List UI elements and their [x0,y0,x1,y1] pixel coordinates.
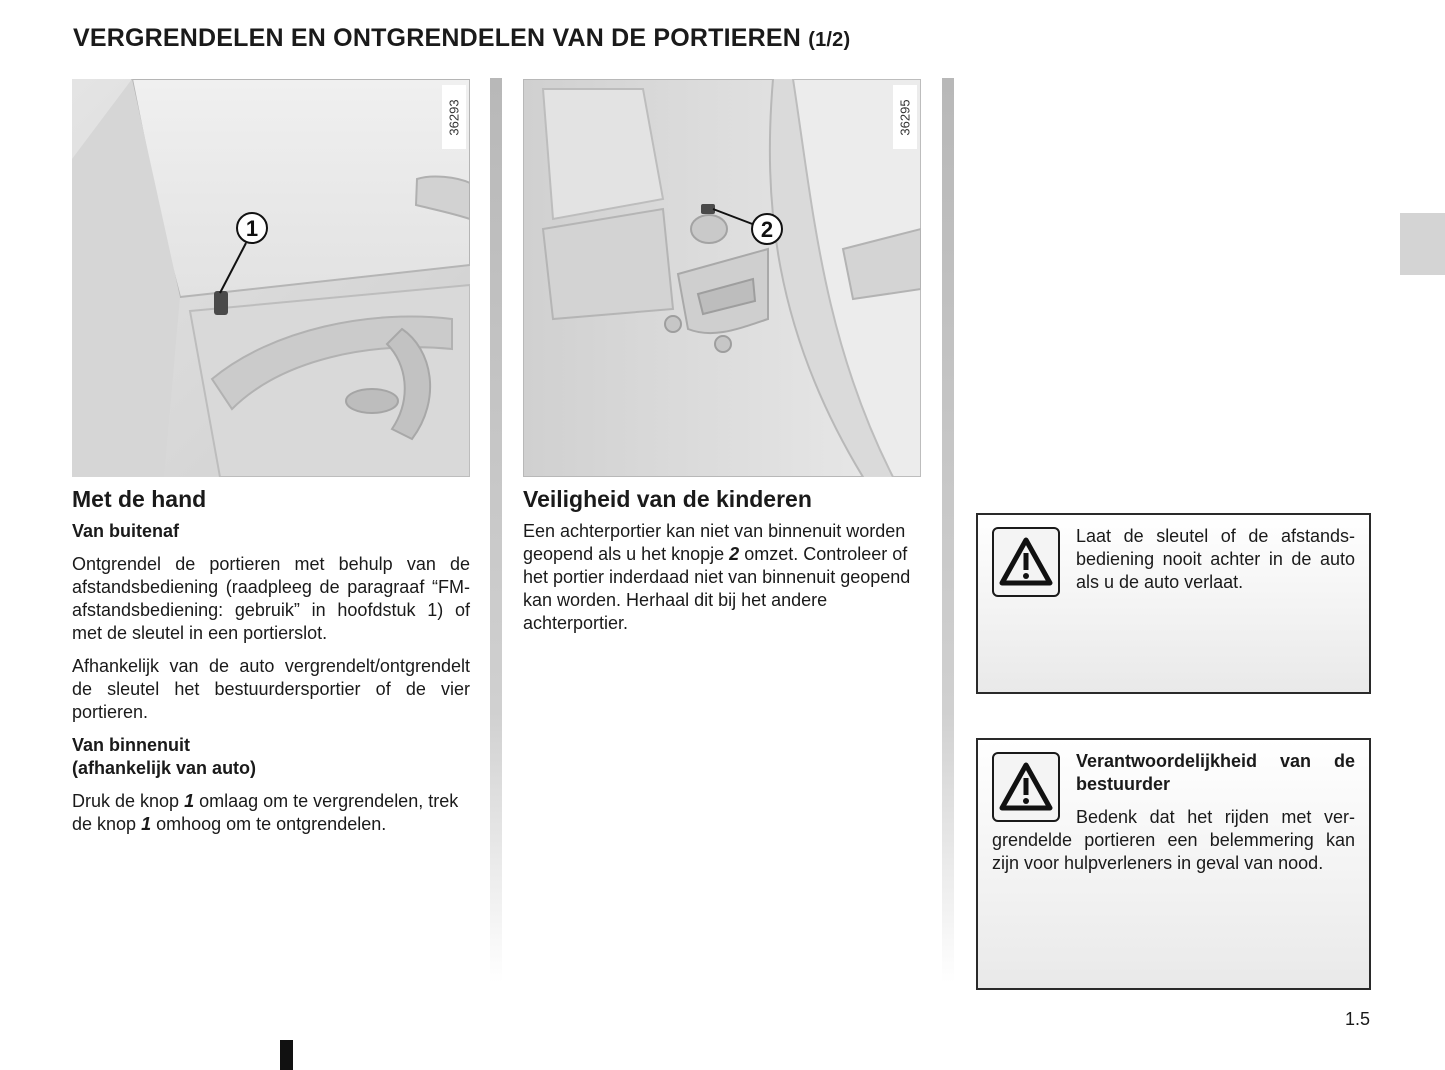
warning-box-driver-responsibility [976,738,1371,990]
door-interior-drawing [72,79,470,477]
section-heading-child-safety: Veiligheid van de kinderen [523,486,812,512]
column-separator-left [490,78,502,983]
illustration-child-safety-lock [523,79,921,477]
page-part-indicator: (1/2) [808,29,851,51]
chapter-tab [1400,213,1445,275]
page-number: 1.5 [1345,1009,1371,1029]
section-heading-manual: Met de hand [72,486,207,512]
paragraph-child-lock: Een achterportier kan niet van binnenuit worden geopend als u het knopje 2 omzet. Controleer of het portier inderdaad niet van binnenuit geopend kan worden. Herhaal dit bij het andere achterportier. [523,521,911,633]
warning-triangle-icon [992,527,1060,597]
page-title [73,24,850,53]
lock-button-1 [214,291,228,315]
child-lock-switch-2 [701,204,715,214]
warning-title-driver: Verantwoordelijkheid van de bestuurder [1076,751,1355,794]
section-met-de-hand [72,484,470,846]
figure-number-1: 36293 [442,85,466,149]
section-child-safety [523,484,921,645]
callout-label-1: 1 [245,216,259,241]
paragraph-key-behavior: Afhankelijk van de auto vergrendelt/ontgrendelt de sleutel het bestuurdersportier of de vier portieren. [72,656,470,722]
warning-text-key: Laat de sleutel of de afstandsbediening nooit achter in de auto als u de auto verlaat. [1076,526,1355,592]
warning-text-driver: Bedenk dat het rijden met vergrendelde portieren een belemmering kan zijn voor hulpverleners in geval van nood. [992,807,1355,873]
illustration-door-lock-button [72,79,470,477]
paragraph-remote-unlock: Ontgrendel de portieren met behulp van de afstandsbediening (raadpleeg de paragraaf “FM-afstandsbediening: gebruik” in hoofdstuk 1) of met de sleutel in een portierslot. [72,554,470,643]
warning-box-key [976,513,1371,694]
print-mark [280,1040,293,1070]
paragraph-lock-button: Druk de knop 1 omlaag om te vergrendelen, trek de knop 1 omhoog om te ontgrendelen. [72,791,459,834]
column-separator-right [942,78,954,983]
door-edge-drawing [523,79,921,477]
warning-triangle-icon [992,752,1060,822]
page-title-text: VERGRENDELEN EN ONTGRENDELEN VAN DE PORTIEREN [73,24,802,52]
subheading-from-inside: Van binnenuit (afhankelijk van auto) [72,735,257,778]
subheading-from-outside: Van buitenaf [72,521,180,541]
callout-label-2: 2 [760,217,774,242]
figure-number-2: 36295 [893,85,917,149]
